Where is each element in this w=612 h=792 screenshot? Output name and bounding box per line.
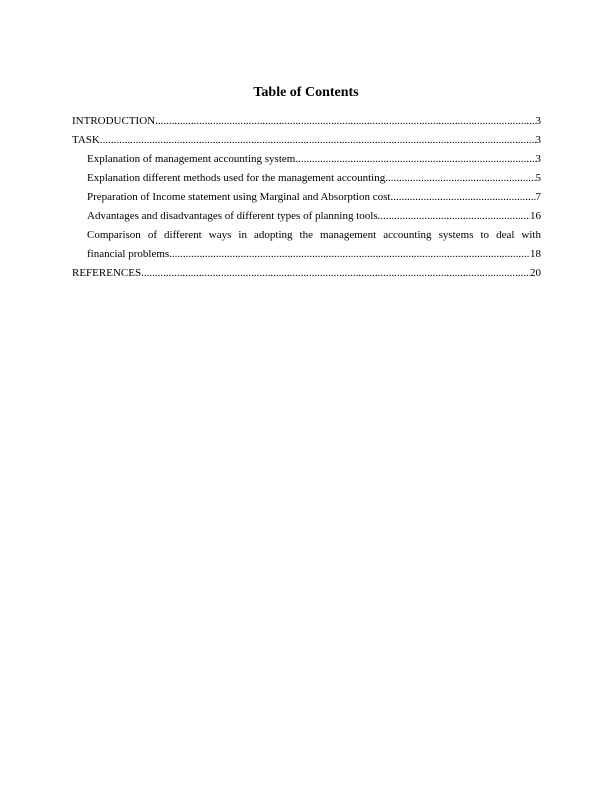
toc-list	[72, 112, 541, 283]
toc-entry-text: Comparison of different ways in adopting the management accounting systems to deal with	[87, 229, 541, 241]
toc-entry-text: financial problems	[87, 248, 170, 260]
toc-title: Table of Contents	[253, 85, 359, 100]
toc-page-number: 5	[535, 172, 541, 184]
toc-page-number: 3	[535, 115, 541, 127]
toc-entry-text: Advantages and disadvantages of different types of planning tools	[87, 210, 378, 222]
toc-entry-comparison-line2[interactable]	[72, 245, 541, 264]
toc-page-number: 3	[535, 134, 541, 146]
toc-entry-text: TASK	[72, 134, 100, 146]
toc-entry-comparison-line1[interactable]	[72, 226, 541, 245]
toc-entry-text: Preparation of Income statement using Marginal and Absorption cost	[87, 191, 391, 203]
toc-leader-dots	[390, 188, 535, 207]
toc-entry-task[interactable]	[72, 131, 541, 150]
toc-page-number: 3	[535, 153, 541, 165]
toc-leader-dots	[141, 264, 530, 283]
toc-page-number: 20	[530, 267, 541, 279]
toc-entry-text: REFERENCES	[72, 267, 142, 279]
toc-entry-text: INTRODUCTION	[72, 115, 156, 127]
toc-leader-dots	[169, 245, 530, 264]
toc-entry-accounting-methods[interactable]	[72, 169, 541, 188]
toc-leader-dots	[295, 150, 535, 169]
toc-entry-references[interactable]	[72, 264, 541, 283]
toc-page-number: 16	[530, 210, 541, 222]
toc-leader-dots	[100, 131, 536, 150]
toc-entry-text: Explanation different methods used for the management accounting	[87, 172, 386, 184]
toc-entry-text: Explanation of management accounting system	[87, 153, 296, 165]
toc-entry-introduction[interactable]	[72, 112, 541, 131]
toc-page-number: 7	[535, 191, 541, 203]
toc-leader-dots	[378, 207, 530, 226]
toc-entry-management-accounting-system[interactable]	[72, 150, 541, 169]
toc-page-number: 18	[530, 248, 541, 260]
toc-leader-dots	[155, 112, 535, 131]
toc-entry-income-statement[interactable]	[72, 188, 541, 207]
toc-leader-dots	[385, 169, 535, 188]
toc-entry-planning-tools[interactable]	[72, 207, 541, 226]
